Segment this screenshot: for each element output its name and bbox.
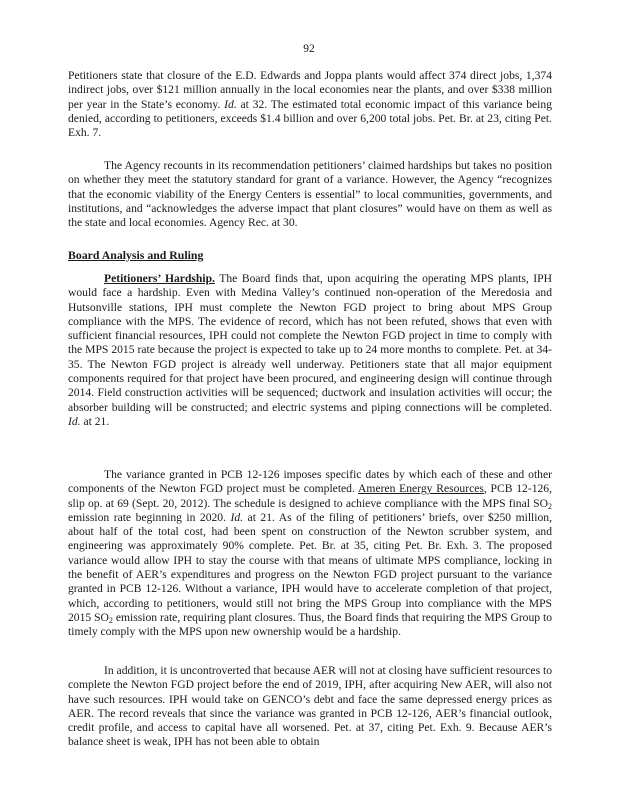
- para1-cite-id: Id.: [224, 97, 237, 111]
- para4-text-c: emission rate beginning in 2020.: [68, 510, 227, 524]
- section-heading: Board Analysis and Ruling: [68, 248, 204, 262]
- subscript-2: 2: [548, 501, 552, 511]
- para3-text-a: The Board finds that, upon acquiring the operating MPS plants, IPH would face a hardship. Even with Medina Valley’s continued non-operation of the Meredosia and Hutsonville stations, IPH must complete the Newton FGD project to bring about MPS Group compliance with the MPS. The evidence of record, which has not been refuted, shows that even with sufficient financial resources, IPH could not complete the Newton FGD project in time to comply with the MPS 2015 rate because the project is expected to take up to 24 more months to complete. Pet. at 34-35. The Newton FGD project is already well underway. Petitioners state that all major equipment components required for that project have been procured, and engineering design will continue through 2014. Field construction activities will be sequenced; ductwork and insulation activities will occur; the absorber building will be constructed; and electric systems and piping connections will be completed.: [68, 272, 552, 414]
- para4-text-d: at 21. As of the filing of petitioners’ briefs, over $250 million, about half of the total cost, had been spent on construction of the Newton scrubber system, and engineering was approximately 90% complete. Pet. Br. at 35, citing Pet. Br. Exh. 3. The proposed variance would allow IPH to stay the course with that means of ultimate MPS compliance, locking in the benefit of AER’s expenditures and progress on the Newton FGD project pursuant to the variance granted in PCB 12-126. Without a variance, IPH would have to accelerate completion of that project, which, according to petitioners, would still not bring the MPS Group into compliance with the MPS 2015 SO: [68, 510, 552, 624]
- para1-text-a: Petitioners state that closure of the E.D. Edwards and Joppa plants would affect 374 direct jobs, 1,374 indirect jobs, over $121 million annually in the local economies near the plants, and over $338 million per year in the State’s economy.: [68, 69, 552, 111]
- para3-cite-id: Id.: [68, 414, 81, 428]
- para4-text-a: The variance granted in PCB 12-126 imposes specific dates by which each of these and other components of the Newton FGD project must be completed.: [68, 468, 552, 496]
- para5-text: In addition, it is uncontroverted that because AER will not at closing have sufficient resources to complete the Newton FGD project before the end of 2019, IPH, after acquiring New AER, will also not have such resources. IPH would take on GENCO’s debt and face the same depressed energy prices as AER. The record reveals that since the variance was granted in PCB 12-126, AER’s financial outlook, credit profile, and access to capital have all worsened. Pet. at 37, citing Pet. Exh. 9. Because AER’s balance sheet is weak, IPH has not been able to obtain: [68, 664, 552, 749]
- para1-text-b: at 32. The estimated total economic impact of this variance being denied, according to petitioners, exceeds $1.4 billion and over 6,200 total jobs. Pet. Br. at 23, citing Pet. Exh. 7.: [68, 97, 553, 140]
- page-number: 92: [303, 43, 315, 55]
- paragraph-agency-recommendation: [68, 159, 552, 230]
- paragraph-variance-schedule: [68, 468, 552, 640]
- para4-text-e: emission rate, requiring plant closures. Thus, the Board finds that requiring the MPS Group to timely comply with the MPS upon new ownership would be a hardship.: [68, 610, 552, 639]
- para2-text: The Agency recounts in its recommendation petitioners’ claimed hardships but takes no position on whether they meet the statutory standard for grant of a variance. However, the Agency “recognizes that the economic viability of the Energy Centers is essential” to local communities, governments, and institutions, and “acknowledges the adverse impact that plant closures” would have on them as well as the state and local economies. Agency Rec. at 30.: [68, 159, 552, 230]
- para3-text-b: at 21.: [83, 414, 110, 428]
- paragraph-financial-resources: [68, 664, 552, 750]
- paragraph-petitioners-hardship: [68, 272, 552, 429]
- para4-cite-id: Id.: [230, 510, 244, 524]
- case-name: Ameren Energy Resources: [358, 482, 484, 496]
- subscript-2: 2: [108, 615, 113, 625]
- run-in-heading: Petitioners’ Hardship.: [104, 272, 215, 285]
- para4-text-b: , PCB 12-126, slip op. at 69 (Sept. 20, 2012). The schedule is designed to achieve compliance with the MPS final SO: [68, 482, 552, 510]
- paragraph-economic-impact: [68, 69, 552, 140]
